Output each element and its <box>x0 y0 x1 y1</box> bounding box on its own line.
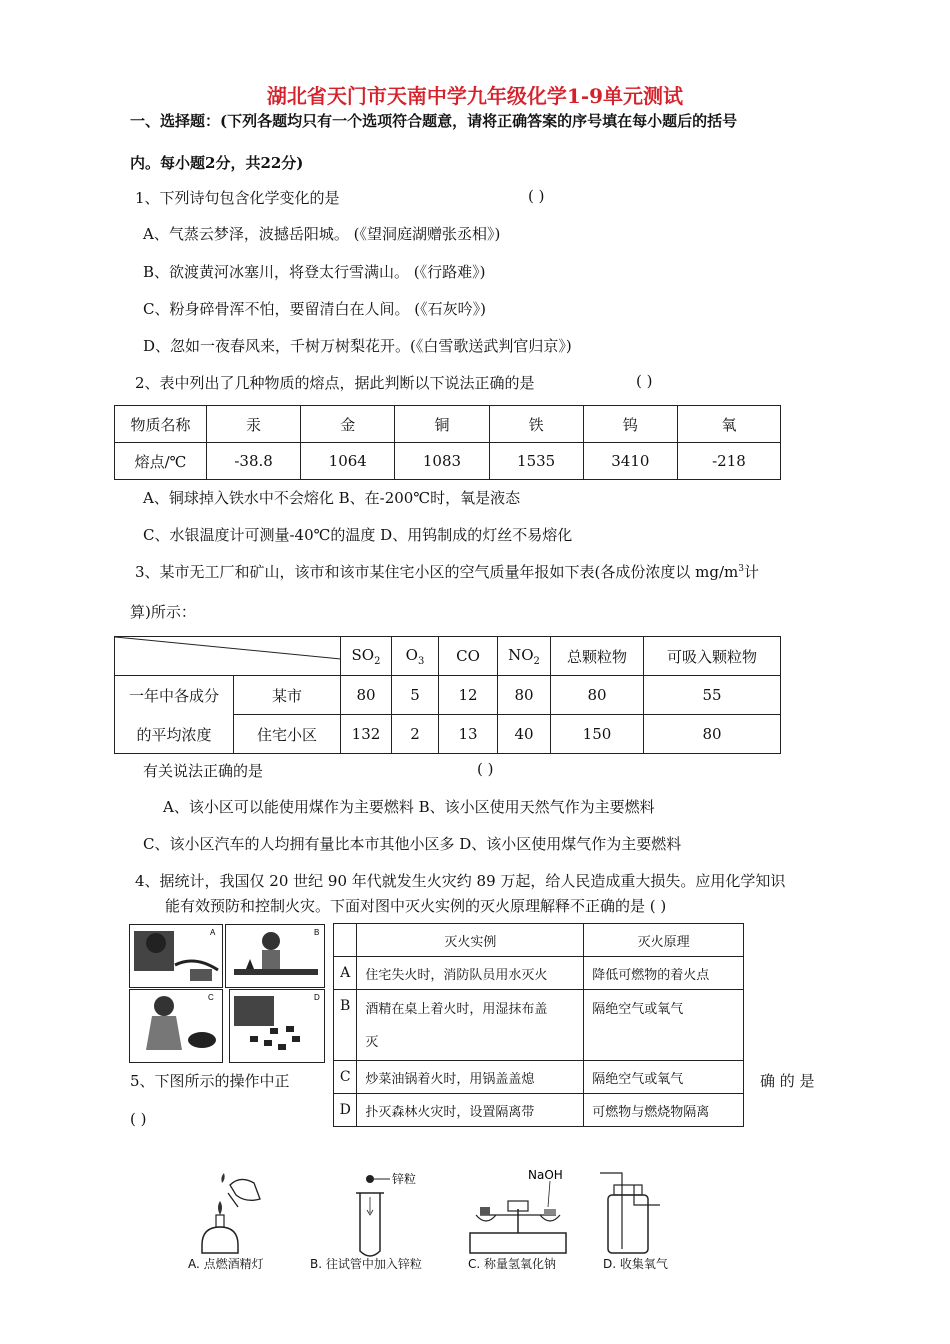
q1-answer-paren: ( ) <box>528 187 545 205</box>
table-cell: 40 <box>498 715 551 754</box>
table-cell: 灭火实例 <box>357 924 584 957</box>
forest-fire-icon <box>230 990 324 1062</box>
svg-text:C: C <box>208 993 214 1002</box>
q5-stem-end: 确 的 是 <box>760 1072 815 1090</box>
fire-picture-d <box>229 989 325 1063</box>
diagonal-header-cell <box>115 637 341 676</box>
table-row <box>115 443 781 480</box>
diagonal-line <box>115 637 341 675</box>
table-cell: 熔点/℃ <box>115 443 207 480</box>
q3-answer-paren: ( ) <box>477 760 494 778</box>
table-cell: 1083 <box>395 443 489 480</box>
table-cell: $SO_2$ <box>341 637 392 676</box>
table-row <box>115 406 781 443</box>
table-cell: 80 <box>341 676 392 715</box>
q2-stem: 2、表中列出了几种物质的熔点，据此判断以下说法正确的是 <box>135 374 535 392</box>
table-cell: 灭火原理 <box>584 924 744 957</box>
table-row <box>334 957 744 990</box>
q5-answer-paren: ( ) <box>130 1110 147 1128</box>
table-cell: 可燃物与燃烧物隔离 <box>584 1094 744 1127</box>
table-cell: B <box>334 990 357 1061</box>
table-cell: -38.8 <box>206 443 300 480</box>
table-cell: 隔绝空气或氧气 <box>584 1061 744 1094</box>
q4-stem-line2: 能有效预防和控制火灾。下面对图中灭火实例的灭火原理解释不正确的是 ( ) <box>165 897 667 915</box>
q1-option-b: B、欲渡黄河冰塞川，将登太行雪满山。 (《行路难》) <box>143 263 486 281</box>
q2-options-cd: C、水银温度计可测量-40℃的温度 D、用钨制成的灯丝不易熔化 <box>143 526 573 544</box>
table-cell: C <box>334 1061 357 1094</box>
table-cell: 12 <box>439 676 498 715</box>
page-title: 湖北省天门市天南中学九年级化学1-9单元测试 <box>266 84 684 108</box>
table-cell: 炒菜油锅着火时，用锅盖盖熄 <box>357 1061 584 1094</box>
fire-picture-b <box>225 924 325 988</box>
svg-text:锌粒: 锌粒 <box>392 1172 417 1186</box>
table-cell: 3410 <box>583 443 677 480</box>
table-cell: 13 <box>439 715 498 754</box>
figure-caption-d: D. 收集氧气 <box>603 1257 668 1271</box>
svg-text:D: D <box>314 993 320 1002</box>
table-cell: 80 <box>551 676 644 715</box>
figure-caption-a: A. 点燃酒精灯 <box>188 1257 264 1271</box>
table-cell: 可吸入颗粒物 <box>644 637 781 676</box>
q1-stem: 1、下列诗句包含化学变化的是 <box>135 189 340 207</box>
table-cell: 铜 <box>395 406 489 443</box>
q1-option-d: D、忽如一夜春风来，千树万树梨花开。(《白雪歌送武判官归京》) <box>143 337 572 355</box>
melting-point-table <box>114 405 781 480</box>
table-cell: 隔绝空气或氧气 <box>584 990 744 1061</box>
table-row <box>334 1094 744 1127</box>
figure-caption-c: C. 称量氢氧化钠 <box>468 1257 557 1271</box>
svg-text:B: B <box>314 928 320 937</box>
table-cell: 132 <box>341 715 392 754</box>
fire-picture-a <box>129 924 223 988</box>
balance-scale-icon <box>470 1168 566 1253</box>
table-row <box>334 924 744 957</box>
q3-stem-line2: 算)所示： <box>130 603 196 621</box>
table-cell <box>334 924 357 957</box>
table-cell: $NO_2$ <box>498 637 551 676</box>
table-cell: 55 <box>644 676 781 715</box>
q3-options-ab: A、该小区可以能使用煤作为主要燃料 B、该小区使用天然气作为主要燃料 <box>163 798 655 816</box>
table-cell: A <box>334 957 357 990</box>
svg-text:NaOH: NaOH <box>528 1168 563 1182</box>
table-cell: 150 <box>551 715 644 754</box>
table-cell: CO <box>439 637 498 676</box>
q3-stem-line3: 有关说法正确的是 <box>143 762 264 780</box>
q5-stem: 5、下图所示的操作中正 <box>130 1072 290 1090</box>
table-cell: 某市 <box>234 676 341 715</box>
table-cell: 降低可燃物的着火点 <box>584 957 744 990</box>
table-cell: 1535 <box>489 443 583 480</box>
firefighter-icon <box>130 925 222 987</box>
table-cell: 汞 <box>206 406 300 443</box>
table-cell: 钨 <box>583 406 677 443</box>
table-cell: 80 <box>644 715 781 754</box>
table-fire-icon <box>226 925 324 987</box>
q3-stem: 3、某市无工厂和矿山，该市和该市某住宅小区的空气质量年报如下表(各成份浓度以 $mg/m^3$计 <box>135 563 760 581</box>
q3-options-cd: C、该小区汽车的人均拥有量比本市其他小区多 D、该小区使用煤气作为主要燃料 <box>143 835 682 853</box>
table-cell: 扑灭森林火灾时，设置隔离带 <box>357 1094 584 1127</box>
q2-options-ab: A、铜球掉入铁水中不会熔化 B、在-200℃时，氧是液态 <box>143 489 521 507</box>
gas-collection-bottle-icon <box>600 1173 660 1253</box>
table-cell: 5 <box>392 676 439 715</box>
section1-line2: 内。每小题2分，共22分) <box>130 154 304 172</box>
q1-option-a: A、气蒸云梦泽，波撼岳阳城。 (《望洞庭湖赠张丞相》) <box>143 225 501 243</box>
table-cell: 氧 <box>677 406 780 443</box>
table-row <box>334 1061 744 1094</box>
section1-line1: 一、选择题：(下列各题均只有一个选项符合题意，请将正确答案的序号填在每小题后的括号 <box>130 112 738 130</box>
test-tube-icon <box>356 1171 416 1256</box>
table-cell: 住宅小区 <box>234 715 341 754</box>
row-label-cell: 一年中各成分 的平均浓度 <box>115 676 234 754</box>
q4-stem-line1: 4、据统计，我国仅 20 世纪 90 年代就发生火灾约 89 万起，给人民造成重大损失。应用化学知识 <box>135 872 786 890</box>
table-cell: 住宅失火时，消防队员用水灭火 <box>357 957 584 990</box>
fire-picture-c <box>129 989 223 1063</box>
table-row <box>115 637 781 676</box>
table-cell: 1064 <box>301 443 395 480</box>
table-row <box>334 990 744 1061</box>
table-cell: 酒精在桌上着火时，用湿抹布盖 灭 <box>357 990 584 1061</box>
table-cell: 金 <box>301 406 395 443</box>
table-row <box>115 676 781 715</box>
table-cell: D <box>334 1094 357 1127</box>
air-quality-table <box>114 636 781 754</box>
cooking-fire-icon <box>130 990 222 1062</box>
q1-option-c: C、粉身碎骨浑不怕，要留清白在人间。 (《石灰吟》) <box>143 300 486 318</box>
alcohol-lamp-icon <box>202 1173 260 1253</box>
table-cell: 物质名称 <box>115 406 207 443</box>
table-cell: $O_3$ <box>392 637 439 676</box>
svg-text:A: A <box>210 928 216 937</box>
table-cell: -218 <box>677 443 780 480</box>
table-cell: 总颗粒物 <box>551 637 644 676</box>
table-cell: 80 <box>498 676 551 715</box>
table-cell: 2 <box>392 715 439 754</box>
fire-extinguish-table <box>333 923 744 1127</box>
figure-caption-b: B. 往试管中加入锌粒 <box>310 1257 422 1271</box>
q2-answer-paren: ( ) <box>636 372 653 390</box>
table-cell: 铁 <box>489 406 583 443</box>
